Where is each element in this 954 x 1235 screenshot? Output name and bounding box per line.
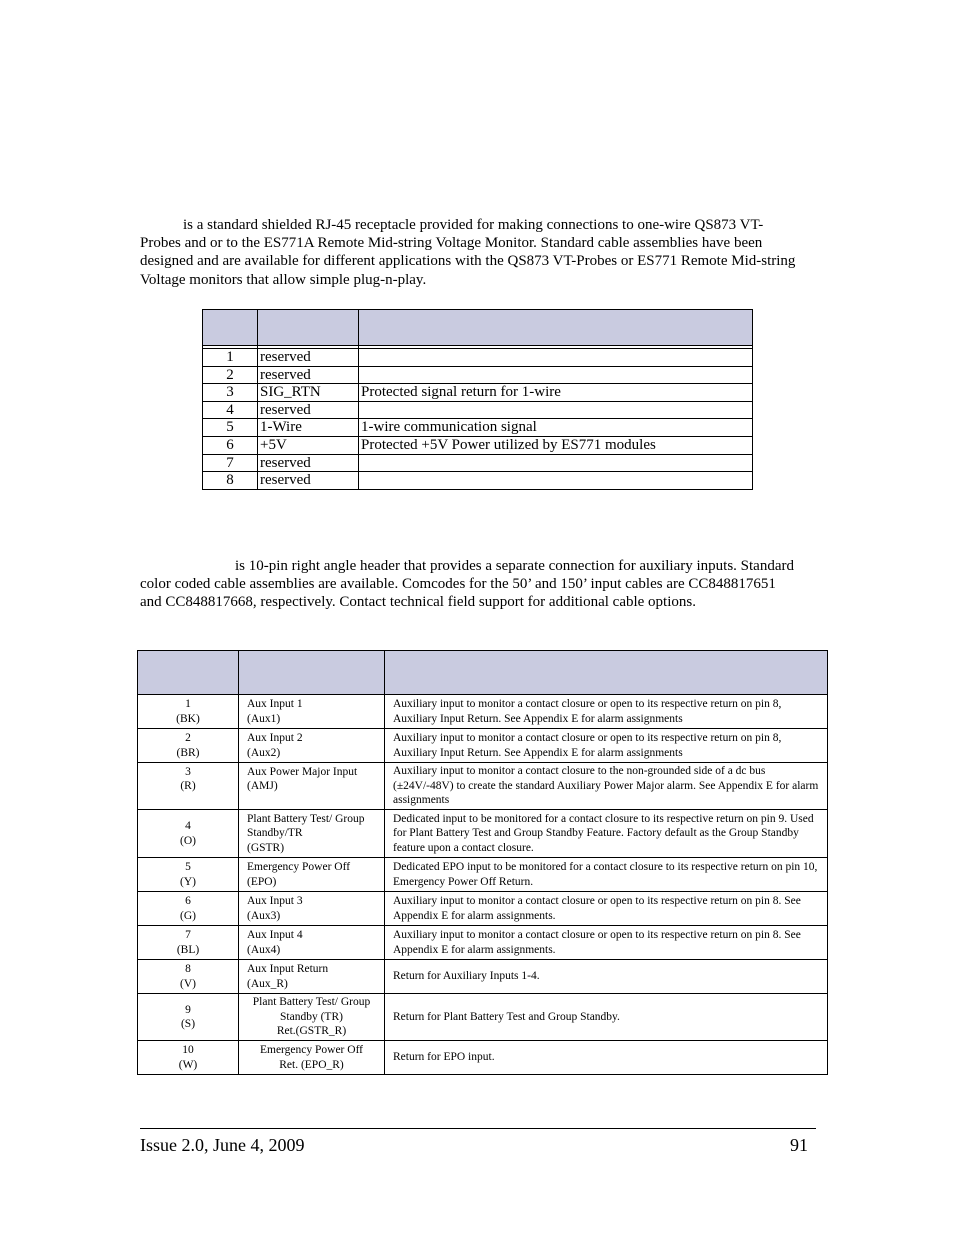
pin-cell	[138, 810, 239, 858]
signal-abbr: Ret.(GSTR_R)	[276, 1025, 347, 1038]
signal-name: Aux Input 4	[247, 929, 303, 942]
wire-color: (W)	[178, 1058, 198, 1071]
table-row	[203, 419, 753, 437]
description-cell: Return for EPO input.	[385, 1041, 828, 1075]
pin-cell	[138, 858, 239, 892]
pin-cell: 1	[203, 349, 258, 367]
pin-number: 4	[185, 820, 191, 833]
wire-color: (V)	[180, 977, 196, 990]
signal-name: Emergency Power Off	[259, 1044, 364, 1057]
table-row	[203, 349, 753, 367]
table-row	[203, 366, 753, 384]
wire-color: (BR)	[176, 746, 200, 759]
header-cell	[258, 310, 359, 346]
rj45-description-paragraph: is a standard shielded RJ-45 receptacle provided for making connections to one-wire QS873 VT-Probes and or to the ES771A Remote Mid-string Voltage Monitor. Standard cable assemblies have been designed and are available for different applications with the QS873 VT-Probes or ES771 Remote Mid-string Voltage monitors that allow simple plug-n-play.	[140, 217, 796, 288]
signal-cell: 1-Wire	[258, 419, 359, 437]
rj45-pinout-table	[202, 309, 753, 490]
footer-divider	[140, 1128, 816, 1129]
pin-number: 10	[182, 1044, 194, 1057]
signal-cell	[239, 892, 385, 926]
pin-number: 5	[185, 861, 191, 874]
signal-cell	[239, 810, 385, 858]
aux-header-description-paragraph: is 10-pin right angle header that provides a separate connection for auxiliary inputs. Standard color coded cable assemblies are available. Comcodes for the 50’ and 150’ input cables are CC848817651 and CC848817668, respectively. Contact technical field support for additional cable options.	[140, 558, 794, 611]
table-row	[203, 472, 753, 490]
signal-name: Aux Power Major Input	[247, 766, 358, 778]
signal-cell: reserved	[258, 472, 359, 490]
signal-name: Aux Input 3	[247, 895, 303, 908]
description-cell	[359, 454, 753, 472]
signal-name: Aux Input 2	[247, 732, 303, 745]
table-header-row	[138, 651, 828, 695]
signal-cell	[239, 994, 385, 1041]
table-row	[203, 384, 753, 402]
pin-cell: 3	[203, 384, 258, 402]
signal-abbr: (Aux3)	[247, 909, 281, 922]
header-cell	[359, 310, 753, 346]
signal-cell	[239, 858, 385, 892]
description-cell: Auxiliary input to monitor a contact closure or open to its respective return on pin 8. See Appendix E for alarm assignments.	[385, 892, 828, 926]
signal-abbr: (GSTR)	[247, 841, 285, 854]
pin-number: 9	[185, 1003, 191, 1016]
signal-name: Plant Battery Test/ Group Standby/TR	[247, 812, 365, 840]
signal-cell: reserved	[258, 454, 359, 472]
header-cell	[203, 310, 258, 346]
signal-name: Aux Input Return	[247, 963, 329, 976]
signal-name: Aux Input 1	[247, 698, 303, 711]
description-cell: Return for Auxiliary Inputs 1-4.	[385, 960, 828, 994]
wire-color: (BK)	[176, 712, 200, 725]
description-cell: Auxiliary input to monitor a contact closure or open to its respective return on pin 8, Auxiliary Input Return. See Appendix E for alarm assignments	[385, 729, 828, 763]
signal-cell: reserved	[258, 349, 359, 367]
pin-number: 1	[185, 698, 191, 711]
pin-cell	[138, 695, 239, 729]
page-number: 91	[790, 1135, 808, 1155]
signal-cell	[239, 926, 385, 960]
table-row	[138, 810, 828, 858]
wire-color: (BL)	[176, 943, 200, 956]
signal-cell: reserved	[258, 401, 359, 419]
signal-cell: +5V	[258, 436, 359, 454]
pin-cell	[138, 729, 239, 763]
signal-abbr: Ret. (EPO_R)	[279, 1058, 344, 1071]
pin-cell	[138, 763, 239, 810]
signal-name: Emergency Power Off	[247, 861, 351, 874]
pin-number: 6	[185, 895, 191, 908]
pin-cell	[138, 960, 239, 994]
wire-color: (O)	[180, 834, 196, 847]
description-cell: Auxiliary input to monitor a contact closure or open to its respective return on pin 8. See Appendix E for alarm assignments.	[385, 926, 828, 960]
signal-cell: SIG_RTN	[258, 384, 359, 402]
description-cell: Protected +5V Power utilized by ES771 modules	[359, 436, 753, 454]
table-row	[138, 994, 828, 1041]
signal-cell	[239, 729, 385, 763]
aux-input-pinout-table	[137, 650, 828, 1075]
pin-number: 3	[185, 766, 191, 778]
pin-number: 2	[185, 732, 191, 745]
signal-cell	[239, 1041, 385, 1075]
pin-cell: 2	[203, 366, 258, 384]
description-cell	[359, 472, 753, 490]
table-row	[203, 436, 753, 454]
table-row	[138, 892, 828, 926]
table-header-row	[203, 310, 753, 346]
pin-cell	[138, 1041, 239, 1075]
signal-abbr: (EPO)	[247, 875, 277, 888]
table-row	[138, 729, 828, 763]
header-cell	[138, 651, 239, 695]
signal-cell	[239, 960, 385, 994]
pin-cell	[138, 926, 239, 960]
description-cell	[359, 349, 753, 367]
signal-abbr: (Aux_R)	[247, 977, 288, 990]
signal-name: Plant Battery Test/ Group Standby (TR)	[252, 996, 371, 1023]
wire-color: (G)	[180, 909, 196, 922]
pin-cell	[138, 892, 239, 926]
footer-issue-date: Issue 2.0, June 4, 2009	[140, 1135, 305, 1155]
header-cell	[239, 651, 385, 695]
table-row	[138, 926, 828, 960]
description-cell	[359, 366, 753, 384]
pin-cell: 8	[203, 472, 258, 490]
description-cell: 1-wire communication signal	[359, 419, 753, 437]
pin-number: 7	[185, 929, 191, 942]
signal-cell: reserved	[258, 366, 359, 384]
wire-color: (R)	[180, 780, 196, 793]
pin-number: 8	[185, 963, 191, 976]
wire-color: (S)	[180, 1018, 196, 1030]
description-cell: Auxiliary input to monitor a contact closure or open to its respective return on pin 8, Auxiliary Input Return. See Appendix E for alarm assignments	[385, 695, 828, 729]
wire-color: (Y)	[180, 875, 196, 888]
table-row	[203, 401, 753, 419]
signal-abbr: (AMJ)	[247, 780, 278, 793]
signal-cell	[239, 763, 385, 810]
description-cell: Dedicated EPO input to be monitored for a contact closure to its respective return on pin 10, Emergency Power Off Return.	[385, 858, 828, 892]
header-cell	[385, 651, 828, 695]
description-cell: Dedicated input to be monitored for a contact closure to its respective return on pin 9. Used for Plant Battery Test and Group Standby Feature. Factory default as the Group Standby feature upon a contact closure.	[385, 810, 828, 858]
table-row	[138, 695, 828, 729]
pin-cell: 4	[203, 401, 258, 419]
signal-cell	[239, 695, 385, 729]
table-row	[138, 960, 828, 994]
signal-abbr: (Aux1)	[247, 712, 281, 725]
pin-cell: 5	[203, 419, 258, 437]
table-row	[138, 858, 828, 892]
pin-cell	[138, 994, 239, 1041]
pin-cell: 6	[203, 436, 258, 454]
description-cell: Protected signal return for 1-wire	[359, 384, 753, 402]
description-cell: Auxiliary input to monitor a contact closure to the non-grounded side of a dc bus (±24V/-48V) to create the standard Auxiliary Power Major alarm. See Appendix E for alarm assignments	[385, 763, 828, 810]
description-cell: Return for Plant Battery Test and Group Standby.	[385, 994, 828, 1041]
table-row	[138, 763, 828, 810]
table-row	[203, 454, 753, 472]
description-cell	[359, 401, 753, 419]
signal-abbr: (Aux2)	[247, 746, 281, 759]
pin-cell: 7	[203, 454, 258, 472]
signal-abbr: (Aux4)	[247, 943, 281, 956]
table-row	[138, 1041, 828, 1075]
